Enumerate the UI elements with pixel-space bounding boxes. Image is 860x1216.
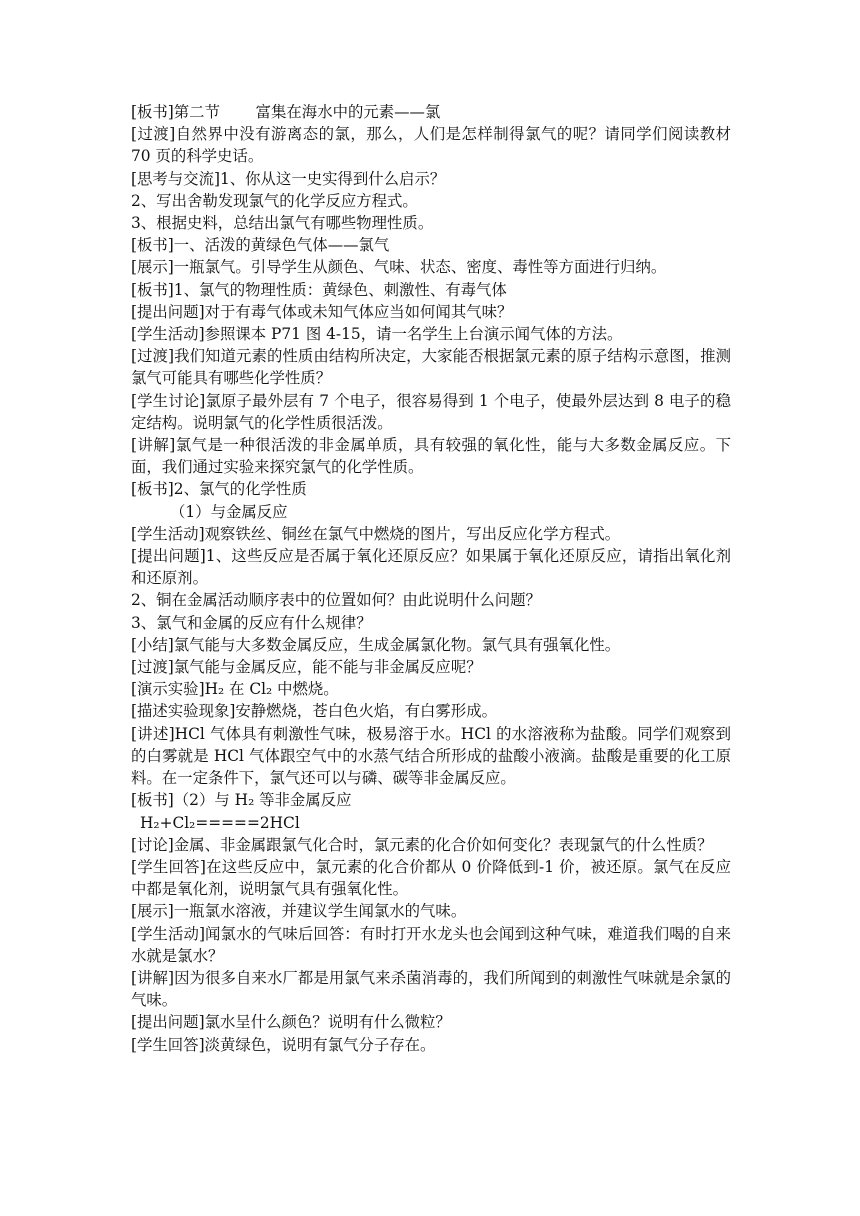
student-answer-color: [学生回答]淡黄绿色，说明有氯气分子存在。 — [131, 1035, 436, 1054]
heading-section-2: [板书]第二节 富集在海水中的元素——氯 — [131, 103, 441, 121]
activity-tap-water: [学生活动]闻氯水的气味后回答：有时打开水龙头也会闻到这种气味，难道我们喝的自来水就是氯水？ — [131, 924, 731, 965]
question-redox: [提出问题]1、这些反应是否属于氧化还原反应？如果属于氧化还原反应，请指出氧化剂和还原剂。 — [131, 547, 731, 588]
explanation-disinfection: [讲解]因为很多自来水厂都是用氯气来杀菌消毒的，我们所闻到的刺激性气味就是余氯的气味。 — [131, 968, 731, 1010]
explanation-oxidizer: [讲解]氯气是一种很活泼的非金属单质，具有较强的氧化性，能与大多数金属反应。下面，我们通过实验来探究氯气的化学性质。 — [131, 436, 731, 477]
heading-physical-properties: [板书]1、氯气的物理性质：黄绿色、刺激性、有毒气体 — [131, 280, 507, 299]
heading-chlorine-gas: [板书]一、活泼的黄绿色气体——氯气 — [131, 236, 390, 255]
discussion-q2: 2、写出舍勒发现氯气的化学反应方程式。 — [131, 191, 418, 210]
display-chlorine-water: [展示]一瓶氯水溶液，并建议学生闻氯水的气味。 — [131, 902, 467, 921]
heading-chemical-properties: [板书]2、氯气的化学性质 — [131, 480, 307, 499]
subheading-metal-reaction: （1）与金属反应 — [170, 502, 288, 521]
discussion-q3: 3、根据史料，总结出氯气有哪些物理性质。 — [131, 214, 434, 233]
transition-structure: [过渡]我们知道元素的性质由结构所决定，大家能否根据氯元素的原子结构示意图，推测氯气可能具有哪些化学性质？ — [131, 347, 731, 388]
discussion-valence: [讨论]金属、非金属跟氯气化合时，氯元素的化合价如何变化？表现氯气的什么性质？ — [131, 835, 713, 854]
lesson-text — [131, 101, 736, 1056]
activity-smell-demo: [学生活动]参照课本 P71 图 4-15，请一名学生上台演示闻气体的方法。 — [131, 325, 623, 344]
transition-nonmetals: [过渡]氯气能与金属反应，能不能与非金属反应呢？ — [131, 658, 482, 677]
phenomenon-description: [描述实验现象]安静燃烧，苍白色火焰，有白雾形成。 — [131, 702, 497, 721]
discussion-q1: [思考与交流]1、你从这一史实得到什么启示？ — [131, 169, 446, 188]
demo-h2-burning: [演示实验]H₂ 在 Cl₂ 中燃烧。 — [131, 680, 339, 699]
question-color: [提出问题]氯水呈什么颜色？说明有什么微粒？ — [131, 1013, 451, 1032]
question-smell: [提出问题]对于有毒气体或未知气体应当如何闻其气味？ — [131, 302, 513, 321]
summary-metals: [小结]氯气能与大多数金属反应，生成金属氯化物。氯气具有强氧化性。 — [131, 635, 621, 654]
student-answer-valence: [学生回答]在这些反应中，氯元素的化合价都从 0 价降低到-1 价，被还原。氯气在反应中都是氧化剂，说明氯气具有强氧化性。 — [131, 857, 731, 899]
transition-history: [过渡]自然界中没有游离态的氯，那么，人们是怎样制得氯气的呢？请同学们阅读教材 70 页的科学史话。 — [131, 125, 736, 166]
equation-h2-cl2: H₂+Cl₂=====2HCl — [140, 813, 300, 832]
heading-nonmetal-reaction: [板书]（2）与 H₂ 等非金属反应 — [131, 791, 352, 810]
activity-burning-images: [学生活动]观察铁丝、铜丝在氯气中燃烧的图片，写出反应化学方程式。 — [131, 524, 621, 543]
question-copper: 2、铜在金属活动顺序表中的位置如何？由此说明什么问题？ — [131, 591, 541, 610]
student-discussion: [学生讨论]氯原子最外层有 7 个电子，很容易得到 1 个电子，使最外层达到 8 电子的稳定结构。说明氯气的化学性质很活泼。 — [131, 391, 731, 432]
narration-hcl: [讲述]HCl 气体具有刺激性气味，极易溶于水。HCl 的水溶液称为盐酸。同学们观察到的白雾就是 HCl 气体跟空气中的水蒸气结合所形成的盐酸小液滴。盐酸是重要的化工原料。在一定条件下，氯气还可以与磷、碳等非金属反应。 — [131, 724, 731, 788]
display-chlorine: [展示]一瓶氯气。引导学生从颜色、气味、状态、密度、毒性等方面进行归纳。 — [131, 258, 667, 277]
question-pattern: 3、氯气和金属的反应有什么规律？ — [131, 613, 372, 632]
